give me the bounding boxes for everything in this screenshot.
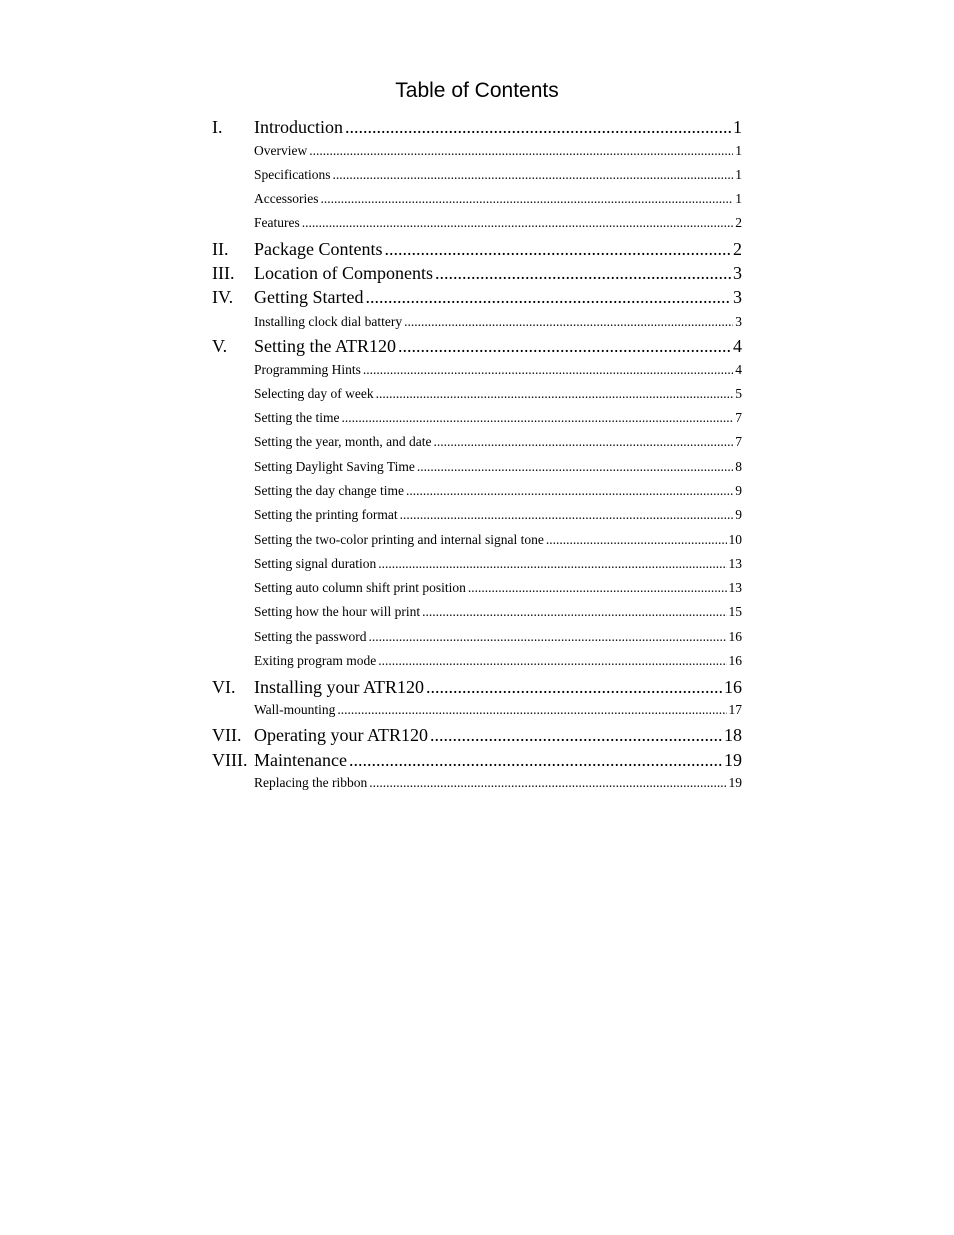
toc-entry-title: Selecting day of week [254, 386, 374, 401]
toc-page-number: 10 [728, 532, 742, 547]
toc-page-number: 7 [735, 434, 742, 449]
toc-numeral: II. [212, 239, 229, 259]
toc-section-entry [212, 628, 742, 646]
toc-page-number: 3 [733, 263, 742, 283]
toc-section-entry [212, 531, 742, 549]
toc-entry-title: Exiting program mode [254, 653, 377, 668]
toc-section-entry [212, 361, 742, 379]
toc-dot-leader [434, 433, 734, 451]
toc-entry-title: Setting the ATR120 [254, 336, 397, 356]
toc-section-entry [212, 142, 742, 160]
toc-page-number: 16 [728, 653, 742, 668]
toc-dot-leader [400, 506, 734, 524]
toc-entry-title: Setting the year, month, and date [254, 434, 432, 449]
toc-entry-title: Setting the day change time [254, 483, 404, 498]
toc-entry-title: Maintenance [254, 750, 347, 770]
toc-dot-leader [309, 142, 733, 160]
toc-page-number: 13 [728, 556, 742, 571]
toc-dot-leader [378, 652, 726, 670]
toc-entry-title: Features [254, 215, 300, 230]
toc-section-entry [212, 701, 742, 719]
toc-page-number: 16 [728, 629, 742, 644]
toc-section-entry [212, 409, 742, 427]
toc-page-number: 1 [733, 117, 742, 137]
toc-dot-leader [546, 531, 727, 549]
toc-dot-leader [426, 676, 722, 698]
toc-entry-title: Setting auto column shift print position [254, 580, 466, 595]
toc-page-number: 16 [724, 677, 742, 697]
toc-entry-title: Setting the printing format [254, 507, 398, 522]
toc-entry-title: Setting how the hour will print [254, 604, 421, 619]
toc-dot-leader [384, 238, 731, 260]
toc-numeral: VIII. [212, 750, 248, 770]
toc-dot-leader [369, 774, 726, 792]
toc-entry-title: Installing clock dial battery [254, 314, 403, 329]
toc-page-number: 4 [733, 336, 742, 356]
toc-section-entry [212, 603, 742, 621]
toc-page-number: 3 [735, 314, 742, 329]
toc-page-number: 7 [735, 410, 742, 425]
toc-dot-leader [468, 579, 727, 597]
toc-dot-leader [342, 409, 734, 427]
toc-dot-leader [302, 214, 734, 232]
toc-page-number: 9 [735, 483, 742, 498]
toc-page-number: 19 [724, 750, 742, 770]
toc-entry-title: Installing your ATR120 [254, 677, 424, 697]
toc-dot-leader [320, 190, 733, 208]
toc-dot-leader [435, 262, 731, 284]
toc-section-entry [212, 433, 742, 451]
toc-page-number: 1 [735, 167, 742, 182]
toc-dot-leader [332, 166, 733, 184]
toc-page-number: 4 [735, 362, 742, 377]
toc-dot-leader [363, 361, 733, 379]
toc-dot-leader [398, 335, 731, 357]
toc-chapter-entry [212, 724, 742, 746]
toc-section-entry [212, 458, 742, 476]
toc-dot-leader [337, 701, 726, 719]
toc-section-entry [212, 214, 742, 232]
toc-entry-title: Programming Hints [254, 362, 361, 377]
toc-entry-title: Wall-mounting [254, 702, 336, 717]
toc-page-number: 1 [735, 191, 742, 206]
toc-dot-leader [406, 482, 733, 500]
toc-chapter-entry [212, 238, 742, 260]
toc-section-entry [212, 313, 742, 331]
toc-numeral: VII. [212, 725, 242, 745]
toc-dot-leader [417, 458, 733, 476]
toc-entry-title: Overview [254, 143, 308, 158]
toc-page-number: 3 [733, 287, 742, 307]
toc-section-entry [212, 506, 742, 524]
toc-chapter-entry [212, 286, 742, 308]
toc-section-entry [212, 579, 742, 597]
toc-page-number: 5 [735, 386, 742, 401]
toc-section-entry [212, 555, 742, 573]
toc-entry-title: Introduction [254, 117, 343, 137]
toc-page-number: 2 [735, 215, 742, 230]
toc-chapter-entry [212, 335, 742, 357]
toc-dot-leader [349, 749, 722, 771]
toc-entry-title: Replacing the ribbon [254, 775, 368, 790]
toc-page-number: 15 [728, 604, 742, 619]
toc-dot-leader [378, 555, 726, 573]
toc-entry-title: Operating your ATR120 [254, 725, 428, 745]
toc-section-entry [212, 652, 742, 670]
toc-page-number: 18 [724, 725, 742, 745]
toc-entry-title: Setting the time [254, 410, 340, 425]
toc-chapter-entry [212, 676, 742, 698]
toc-entry-title: Location of Components [254, 263, 433, 283]
toc-dot-leader [369, 628, 727, 646]
toc-page-number: 9 [735, 507, 742, 522]
toc-chapter-entry [212, 749, 742, 771]
toc-page-number: 8 [735, 459, 742, 474]
toc-section-entry [212, 774, 742, 792]
toc-entry-title: Accessories [254, 191, 319, 206]
toc-entry-title: Setting signal duration [254, 556, 377, 571]
toc-entry-title: Setting Daylight Saving Time [254, 459, 415, 474]
toc-section-entry [212, 166, 742, 184]
toc-entry-title: Package Contents [254, 239, 383, 259]
toc-dot-leader [422, 603, 726, 621]
toc-numeral: III. [212, 263, 235, 283]
toc-entry-title: Getting Started [254, 287, 364, 307]
toc-chapter-entry [212, 262, 742, 284]
toc-page-number: 17 [728, 702, 742, 717]
toc-section-entry [212, 385, 742, 403]
toc-page-number: 2 [733, 239, 742, 259]
toc-numeral: VI. [212, 677, 236, 697]
toc-dot-leader [365, 286, 731, 308]
toc-dot-leader [345, 116, 731, 138]
toc-page-number: 19 [728, 775, 742, 790]
toc-numeral: IV. [212, 287, 234, 307]
toc-entry-title: Specifications [254, 167, 331, 182]
page-title: Table of Contents [395, 79, 559, 102]
toc-entry-title: Setting the password [254, 629, 367, 644]
toc-chapter-entry [212, 116, 742, 138]
toc-section-entry [212, 190, 742, 208]
toc-numeral: V. [212, 336, 228, 356]
toc-dot-leader [430, 724, 722, 746]
toc-numeral: I. [212, 117, 223, 137]
toc-dot-leader [404, 313, 733, 331]
toc-page-number: 1 [735, 143, 742, 158]
toc-section-entry [212, 482, 742, 500]
toc-entry-title: Setting the two-color printing and internal signal tone [254, 532, 544, 547]
toc-dot-leader [376, 385, 734, 403]
toc-page-number: 13 [728, 580, 742, 595]
